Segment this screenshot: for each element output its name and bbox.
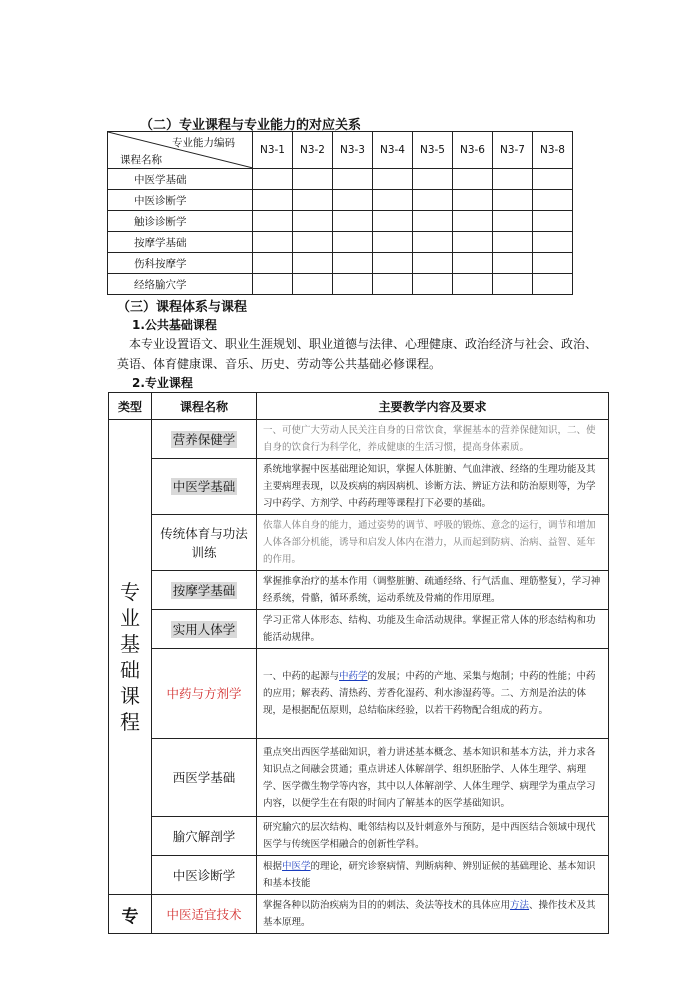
section-title-curriculum: （三）课程体系与课程 bbox=[117, 300, 248, 315]
course-content: 重点突出西医学基础知识，着力讲述基本概念、基本知识和基本方法，并力求各知识点之间融会贯通；重点讲述人体解剖学、组织胚胎学、人体生理学、病理学、医学微生物学等内容，其中以人体解剖学、人体生理学、病理学为重点学习内容，以便学生在有限的时间内了解基本的医学基础知识。 bbox=[257, 739, 609, 817]
course-content: 一、中药的起源与中药学的发展；中药的产地、采集与炮制；中药的性能；中药的应用；解表药、清热药、芳香化湿药、利水渗湿药等。二、方剂是治法的体现，是根据配伍原则，总结临床经验，以若干药物配合组成的药方。 bbox=[257, 649, 609, 739]
table-row bbox=[108, 190, 573, 211]
subsection-major-courses: 2.专业课程 bbox=[132, 376, 193, 390]
course-name: 中药与方剂学 bbox=[152, 649, 257, 739]
code-header: N3-4 bbox=[373, 132, 413, 169]
table-row bbox=[109, 895, 609, 934]
code-header: N3-8 bbox=[533, 132, 573, 169]
course-name: 伤科按摩学 bbox=[108, 253, 253, 274]
course-name: 中医学基础 bbox=[172, 479, 236, 494]
table-row bbox=[108, 169, 573, 190]
code-header: N3-3 bbox=[333, 132, 373, 169]
method-link[interactable]: 方法 bbox=[510, 900, 530, 911]
tcm-link[interactable]: 中医学 bbox=[282, 861, 311, 872]
course-content: 掌握各种以防治疾病为目的的刺法、灸法等技术的具体应用方法、操作技术及其基本原理。 bbox=[257, 895, 609, 934]
course-name: 营养保健学 bbox=[172, 431, 236, 447]
course-name: 传统体育与功法训练 bbox=[152, 515, 257, 571]
code-header: N3-1 bbox=[253, 132, 293, 169]
subsection-public-courses: 1.公共基础课程 bbox=[132, 318, 217, 332]
herbology-link[interactable]: 中药学 bbox=[339, 671, 368, 682]
course-name: 按摩学基础 bbox=[172, 582, 236, 598]
course-content: 系统地掌握中医基础理论知识，掌握人体脏腑、气血津液、经络的生理功能及其主要病理表现，以及疾病的病因病机、诊断方法、辨证方法和防治原则等，为学习中药学、方剂学、中药药理等课程打下必要的基础。 bbox=[257, 459, 609, 515]
course-ability-table bbox=[107, 131, 573, 295]
code-header: N3-6 bbox=[453, 132, 493, 169]
course-name-label: 课程名称 bbox=[120, 154, 162, 166]
course-content: 研究腧穴的层次结构、毗邻结构以及针刺意外与预防，是中西医结合领域中现代医学与传统医学相融合的创新性学科。 bbox=[257, 817, 609, 856]
course-content: 依靠人体自身的能力，通过姿势的调节、呼吸的锻炼、意念的运行，调节和增加人体各部分机能，诱导和启发人体内在潜力，从而起到防病、治病、益智、延年的作用。 bbox=[257, 515, 609, 571]
header-course-name: 课程名称 bbox=[152, 393, 257, 420]
course-content: 学习正常人体形态、结构、功能及生命活动规律。掌握正常人体的形态结构和功能活动规律。 bbox=[257, 610, 609, 649]
major-courses-table bbox=[108, 392, 609, 934]
diagonal-header-cell bbox=[108, 132, 253, 169]
header-type: 类型 bbox=[109, 393, 152, 420]
course-name: 触诊诊断学 bbox=[108, 211, 253, 232]
course-name: 中医适宜技术 bbox=[152, 895, 257, 934]
table-row bbox=[109, 739, 609, 817]
table-row bbox=[108, 274, 573, 295]
course-name: 中医诊断学 bbox=[108, 190, 253, 211]
course-name: 经络腧穴学 bbox=[108, 274, 253, 295]
course-name: 中医诊断学 bbox=[152, 856, 257, 895]
ability-code-label: 专业能力编码 bbox=[172, 137, 235, 149]
table-row bbox=[109, 459, 609, 515]
course-name: 按摩学基础 bbox=[108, 232, 253, 253]
table-row bbox=[108, 232, 573, 253]
code-header: N3-2 bbox=[293, 132, 333, 169]
code-header: N3-5 bbox=[413, 132, 453, 169]
section-title-course-ability: （二）专业课程与专业能力的对应关系 bbox=[140, 118, 362, 133]
table-row bbox=[109, 817, 609, 856]
type-basic-courses: 专 业 基 础 课 程 bbox=[109, 420, 152, 895]
code-header: N3-7 bbox=[493, 132, 533, 169]
public-courses-paragraph: 本专业设置语文、职业生涯规划、职业道德与法律、心理健康、政治经济与社会、政治、英语、体育健康课、音乐、历史、劳动等公共基础必修课程。 bbox=[117, 337, 598, 371]
course-content: 掌握推拿治疗的基本作用（调整脏腑、疏通经络、行气活血、理筋整复），学习神经系统，骨骼，循环系统，运动系统及骨痛的作用原理。 bbox=[257, 571, 609, 610]
table-row bbox=[109, 420, 609, 459]
table-row bbox=[109, 649, 609, 739]
table-row bbox=[109, 856, 609, 895]
table-row bbox=[109, 571, 609, 610]
table-row bbox=[109, 610, 609, 649]
table-row bbox=[109, 515, 609, 571]
course-content: 根据中医学的理论，研究诊察病情、判断病种、辨别证候的基础理论、基本知识和基本技能 bbox=[257, 856, 609, 895]
table-row bbox=[108, 211, 573, 232]
type-major-courses: 专 bbox=[109, 895, 152, 934]
table-row bbox=[108, 253, 573, 274]
course-content: 一、可使广大劳动人民关注自身的日常饮食，掌握基本的营养保健知识，二、使自身的饮食行为科学化，养成健康的生活习惯，提高身体素质。 bbox=[257, 420, 609, 459]
header-content: 主要教学内容及要求 bbox=[257, 393, 609, 420]
course-name: 中医学基础 bbox=[108, 169, 253, 190]
course-name: 实用人体学 bbox=[172, 621, 236, 637]
course-name: 腧穴解剖学 bbox=[152, 817, 257, 856]
course-name: 西医学基础 bbox=[152, 739, 257, 817]
